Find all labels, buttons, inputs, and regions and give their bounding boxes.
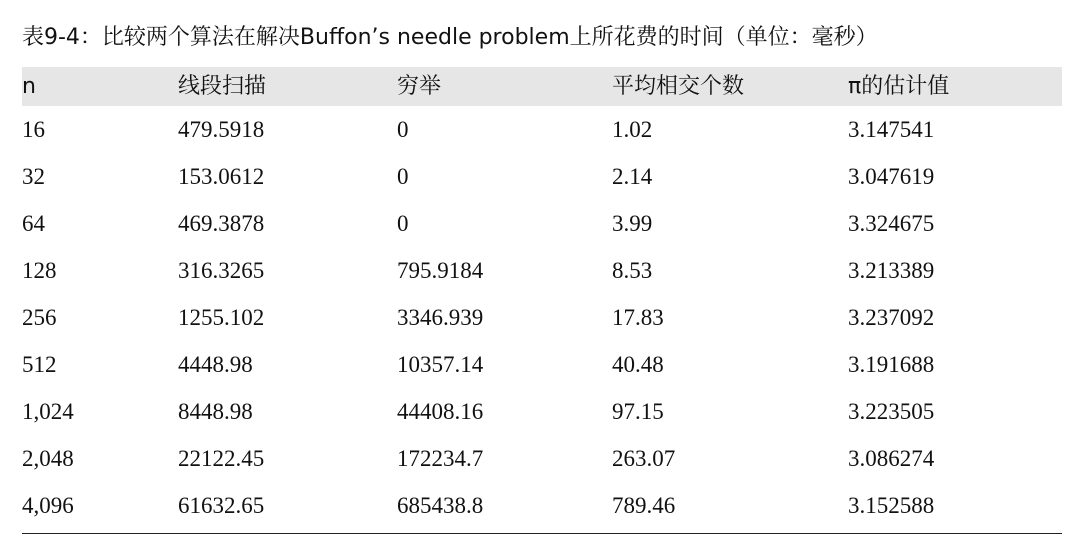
- cell-brute-force: 0: [397, 164, 409, 189]
- cell-avg-intersections: 2.14: [612, 164, 653, 189]
- cell-pi-estimate: 3.191688: [848, 352, 935, 377]
- cell-avg-intersections: 8.53: [612, 258, 653, 283]
- header-brute-force: 穷举: [397, 74, 442, 99]
- cell-brute-force: 685438.8: [397, 493, 484, 518]
- cell-brute-force: 795.9184: [397, 258, 484, 283]
- cell-avg-intersections: 263.07: [612, 446, 676, 471]
- cell-avg-intersections: 789.46: [612, 493, 676, 518]
- table-body: [22, 106, 1062, 529]
- cell-line-sweep: 22122.45: [178, 446, 265, 471]
- cell-pi-estimate: 3.086274: [848, 446, 935, 471]
- cell-avg-intersections: 1.02: [612, 117, 653, 142]
- cell-n: 256: [22, 305, 57, 330]
- cell-line-sweep: 1255.102: [178, 305, 265, 330]
- cell-brute-force: 172234.7: [397, 446, 484, 471]
- cell-n: 1,024: [22, 399, 74, 424]
- cell-n: 4,096: [22, 493, 74, 518]
- cell-brute-force: 3346.939: [397, 305, 484, 330]
- table-row: [22, 482, 1062, 529]
- cell-pi-estimate: 3.213389: [848, 258, 935, 283]
- table-row: [22, 341, 1062, 388]
- table-bottom-rule: [22, 533, 1062, 534]
- header-n: n: [22, 74, 36, 99]
- cell-n: 512: [22, 352, 57, 377]
- cell-n: 128: [22, 258, 57, 283]
- cell-avg-intersections: 40.48: [612, 352, 664, 377]
- cell-pi-estimate: 3.147541: [848, 117, 935, 142]
- cell-brute-force: 0: [397, 211, 409, 236]
- cell-line-sweep: 469.3878: [178, 211, 265, 236]
- cell-brute-force: 0: [397, 117, 409, 142]
- cell-line-sweep: 8448.98: [178, 399, 253, 424]
- cell-pi-estimate: 3.223505: [848, 399, 935, 424]
- cell-line-sweep: 316.3265: [178, 258, 265, 283]
- cell-brute-force: 44408.16: [397, 399, 484, 424]
- header-line-sweep: 线段扫描: [178, 74, 267, 99]
- cell-n: 64: [22, 211, 45, 236]
- cell-n: 2,048: [22, 446, 74, 471]
- cell-line-sweep: 479.5918: [178, 117, 265, 142]
- header-pi-estimate: π的估计值: [848, 74, 950, 99]
- cell-avg-intersections: 3.99: [612, 211, 653, 236]
- cell-n: 32: [22, 164, 45, 189]
- header-avg-intersections: 平均相交个数: [612, 74, 745, 99]
- table-row: [22, 200, 1062, 247]
- cell-line-sweep: 153.0612: [178, 164, 265, 189]
- table-row: [22, 435, 1062, 482]
- table-row: [22, 388, 1062, 435]
- table-caption: 表9-4：比较两个算法在解决Buffon’s needle problem上所花费的时间（单位：毫秒）: [22, 25, 878, 50]
- cell-avg-intersections: 97.15: [612, 399, 664, 424]
- cell-n: 16: [22, 117, 45, 142]
- cell-pi-estimate: 3.324675: [848, 211, 935, 236]
- cell-line-sweep: 61632.65: [178, 493, 265, 518]
- table-row: [22, 247, 1062, 294]
- cell-brute-force: 10357.14: [397, 352, 484, 377]
- cell-pi-estimate: 3.237092: [848, 305, 935, 330]
- data-table: [22, 67, 1062, 529]
- table-header-row: [22, 67, 1062, 106]
- cell-pi-estimate: 3.047619: [848, 164, 935, 189]
- table-row: [22, 294, 1062, 341]
- table-row: [22, 106, 1062, 153]
- cell-avg-intersections: 17.83: [612, 305, 664, 330]
- cell-line-sweep: 4448.98: [178, 352, 253, 377]
- table-row: [22, 153, 1062, 200]
- cell-pi-estimate: 3.152588: [848, 493, 935, 518]
